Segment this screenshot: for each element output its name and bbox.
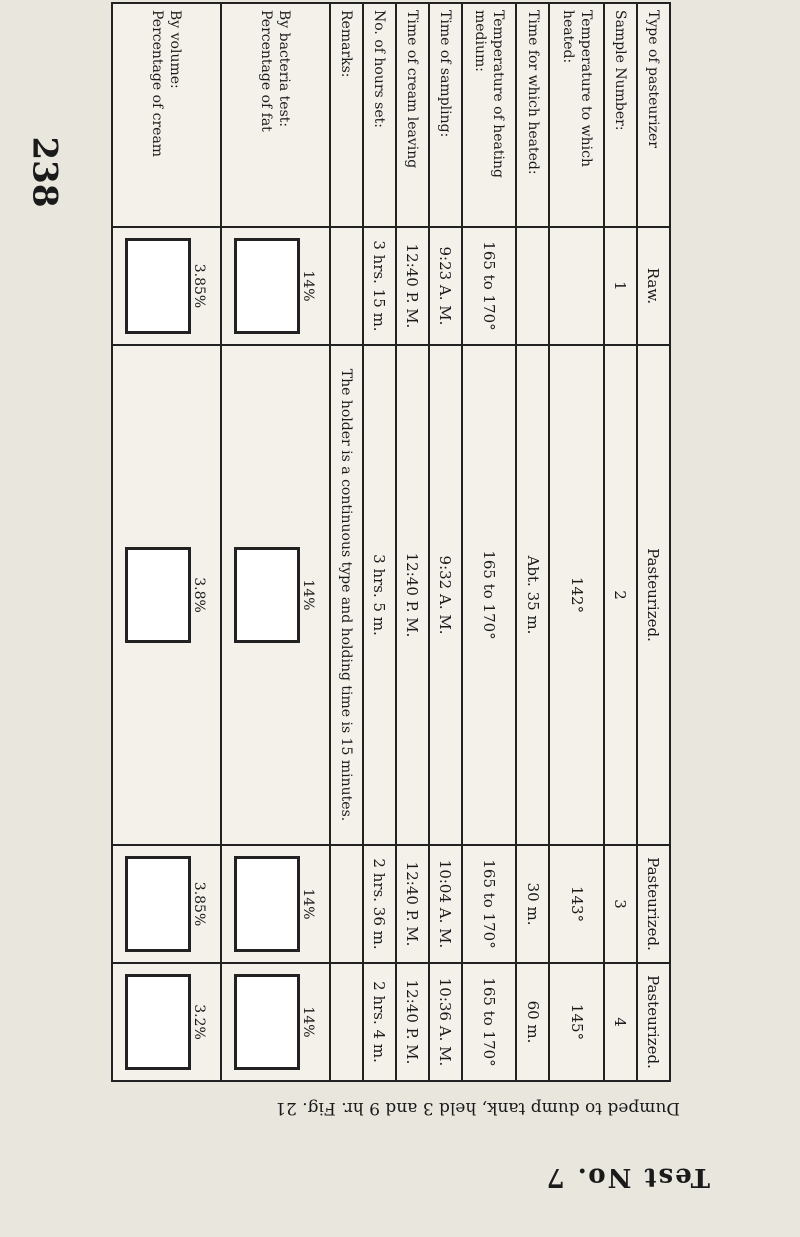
table-cell	[330, 227, 363, 345]
swatch	[234, 974, 300, 1070]
row-header-fat	[221, 3, 330, 227]
table-cell: 60 m.	[516, 963, 549, 1081]
table-cell: The holder is a continuous type and holding time is 15 minutes.	[330, 345, 363, 845]
caption-line-1: Dumped to dump tank, held 3 and 9 hr. Fig. 21	[275, 1098, 680, 1118]
table-cell: 12:40 P. M.	[396, 963, 429, 1081]
swatch	[234, 238, 300, 334]
table-cell	[221, 845, 330, 963]
fat-value: 14%	[300, 579, 317, 611]
table-cell: 1	[604, 227, 637, 345]
data-table-wrapper	[111, 2, 671, 1082]
table-cell: Raw.	[637, 227, 670, 345]
table-cell: 9:23 A. M.	[429, 227, 462, 345]
table-cell: 30 m.	[516, 845, 549, 963]
data-table	[111, 2, 671, 1082]
table-cell: 165 to 170°	[462, 963, 516, 1081]
table-cell: 12:40 P. M.	[396, 227, 429, 345]
table-row	[549, 3, 603, 1081]
table-cell: 165 to 170°	[462, 845, 516, 963]
table-cell	[330, 845, 363, 963]
row-header-type: Type of pasteurizer	[637, 3, 670, 227]
table-cell: 3 hrs. 5 m.	[363, 345, 396, 845]
row-header-hours: No. of hours set:	[363, 3, 396, 227]
table-cell: 165 to 170°	[462, 227, 516, 345]
table-cell: 145°	[549, 963, 603, 1081]
table-cell: 2	[604, 345, 637, 845]
table-cell: 12:40 P. M.	[396, 845, 429, 963]
table-cell: 3 hrs. 15 m.	[363, 227, 396, 345]
table-cell	[330, 963, 363, 1081]
table-cell: 10:04 A. M.	[429, 845, 462, 963]
cream-label: Percentage of cream	[149, 10, 166, 158]
table-row	[516, 3, 549, 1081]
row-header-remarks: Remarks:	[330, 3, 363, 227]
table-cell	[112, 845, 221, 963]
swatch	[125, 974, 191, 1070]
row-header-sampling: Time of sampling:	[429, 3, 462, 227]
by-bacteria-label: By bacteria test:	[276, 10, 293, 128]
fat-value: 14%	[300, 270, 317, 302]
row-header-temp: Temperature to which heated:	[549, 3, 603, 227]
cream-value: 3.85%	[191, 263, 208, 309]
fat-value: 14%	[300, 888, 317, 920]
table-cell	[112, 345, 221, 845]
test-label: Test No. 7	[544, 1162, 710, 1192]
by-volume-label: By volume:	[167, 10, 184, 89]
table-cell	[221, 345, 330, 845]
row-header-cream	[112, 3, 221, 227]
table-cell: 9:32 A. M.	[429, 345, 462, 845]
row-header-time-heated: Time for which heated:	[516, 3, 549, 227]
table-row	[221, 3, 330, 1081]
swatch	[234, 547, 300, 643]
fat-label: Percentage of fat	[258, 10, 275, 132]
table-row	[330, 3, 363, 1081]
table-cell	[516, 227, 549, 345]
table-row	[604, 3, 637, 1081]
table-row	[396, 3, 429, 1081]
table-cell	[549, 227, 603, 345]
row-header-leaving: Time of cream leaving	[396, 3, 429, 227]
table-cell	[112, 227, 221, 345]
table-cell: 10:36 A. M.	[429, 963, 462, 1081]
swatch	[125, 856, 191, 952]
table-cell: 165 to 170°	[462, 345, 516, 845]
row-header-sample: Sample Number:	[604, 3, 637, 227]
table-row	[112, 3, 221, 1081]
table-row	[462, 3, 516, 1081]
caption	[0, 1097, 680, 1119]
row-header-medium: Temperature of heating medium:	[462, 3, 516, 227]
table-cell: 142°	[549, 345, 603, 845]
table-cell	[221, 963, 330, 1081]
table-cell: Pasteurized.	[637, 345, 670, 845]
cream-value: 3.2%	[191, 1004, 208, 1040]
page-number: 238	[24, 136, 65, 208]
table-cell: 143°	[549, 845, 603, 963]
table-row	[363, 3, 396, 1081]
table-cell: Abt. 35 m.	[516, 345, 549, 845]
swatch	[125, 238, 191, 334]
cream-value: 3.85%	[191, 881, 208, 927]
table-cell: 2 hrs. 36 m.	[363, 845, 396, 963]
table-row	[429, 3, 462, 1081]
fat-value: 14%	[300, 1006, 317, 1038]
table-cell: Pasteurized.	[637, 963, 670, 1081]
swatch	[234, 856, 300, 952]
swatch	[125, 547, 191, 643]
table-cell	[112, 963, 221, 1081]
table-cell: 3	[604, 845, 637, 963]
cream-value: 3.8%	[191, 577, 208, 613]
table-cell: Pasteurized.	[637, 845, 670, 963]
table-cell: 4	[604, 963, 637, 1081]
table-cell: 12:40 P. M.	[396, 345, 429, 845]
table-cell	[221, 227, 330, 345]
table-cell: 2 hrs. 4 m.	[363, 963, 396, 1081]
table-row	[637, 3, 670, 1081]
